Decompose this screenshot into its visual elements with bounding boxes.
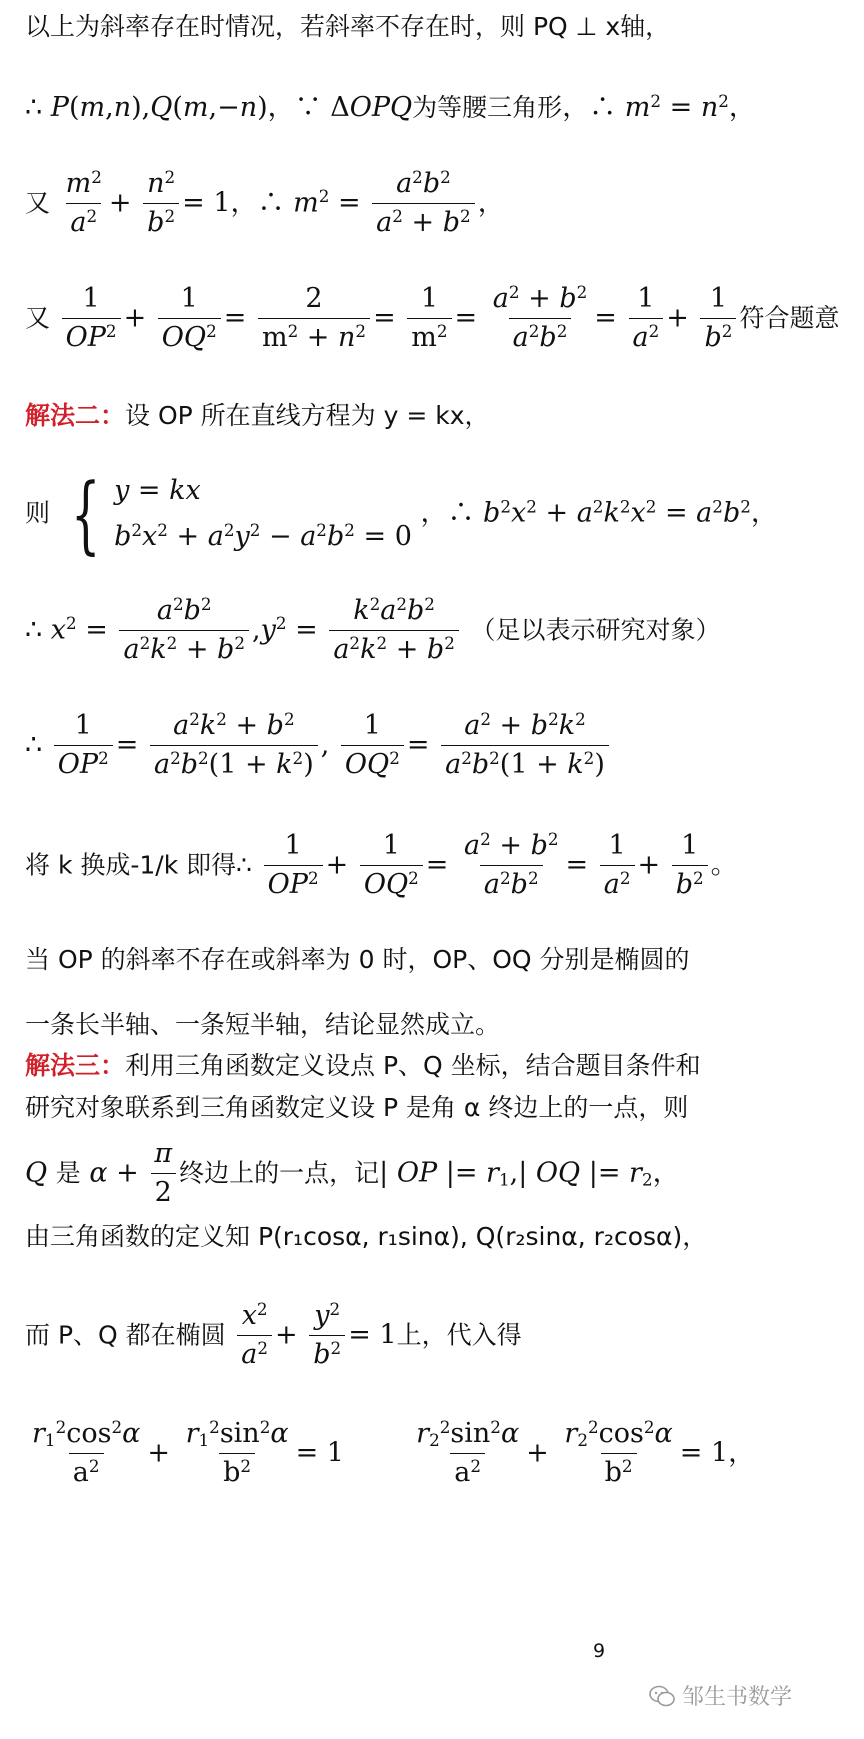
formula-line-4: 又 $\frac{1}{OP^2}$ + $\frac{1}{OQ^2}$ = $\frac{2}{m^2 + n^2}$ = $\frac{1}{m^2}$ = $\frac{a^2 + b^2}{a^2b^2}$ = $\frac{1}{a^2}$ + $\frac{1}{b^2}$ 符合题意: [25, 281, 840, 354]
formula-line-system: 则 { y = kx $b^2x^2 + a^2y^2 - a^2b^2 = 0$ ，∴ $b^2x^2 + a^2k^2x^2 = a^2b^2$，: [25, 465, 778, 563]
text-line-16: 由三角函数的定义知 P(r₁cosα, r₁sinα), Q(r₂sinα, r₂cosα)，: [25, 1222, 708, 1251]
formula-line-17: 而 P、Q 都在椭圆 $\frac{x^2}{a^2}$ + $\frac{y^2}{b^2}$ = 1上，代入得: [25, 1298, 522, 1371]
formula-line-7: ∴ $x^2$ = $\frac{a^2b^2}{a^2k^2 + b^2}$ $,y^2$ = $\frac{k^2a^2b^2}{a^2k^2 + b^2}$ （足以表示研究对象）: [25, 593, 721, 666]
substitution-text: 将 k 换成-1/k 即得∴: [25, 850, 253, 880]
solution-3-heading: [25, 1050, 701, 1082]
ellipse-suffix: 上，代入得: [396, 1320, 522, 1350]
formula-line-15: Q 是 α + $\frac{\pi}{2}$ 终边上的一点，记| OP |= $r_1,|$ OQ |= $r_2$，: [25, 1138, 680, 1209]
formula-line-3: 又 $\frac{m^2}{a^2}$ + $\frac{n^2}{b^2}$ = 1，∴ $m^2$ = $\frac{a^2b^2}{a^2 + b^2}$ ，: [25, 166, 505, 239]
watermark-text: 邹生书数学: [682, 1685, 793, 1710]
solution-3-label: 解法三：: [25, 1051, 126, 1080]
formula-line-2: ∴ P(m,n),Q(m,−n)，∵ ΔOPQ为等腰三角形，∴ $m^2 = n^2$，: [25, 90, 756, 123]
wechat-icon: [648, 1684, 676, 1708]
page-number: 9: [593, 1640, 606, 1662]
text-line-1: 以上为斜率存在时情况，若斜率不存在时，则 PQ ⊥ x轴，: [25, 12, 671, 41]
formula-line-8: ∴ $\frac{1}{OP^2}$ = $\frac{a^2k^2 + b^2}{a^2b^2(1 + k^2)}$ , $\frac{1}{OQ^2}$ = $\frac{a^2 + b^2k^2}{a^2b^2(1 + k^2)}$: [25, 710, 612, 782]
formula-line-18: $\frac{r_1^2\cos^2\alpha}{a^2}$ + $\frac{r_1^2\sin^2\alpha}{b^2}$ = 1 $\frac{r_2^2\sin^2\alpha}{a^2}$ + $\frac{r_2^2\cos^2\alpha}{b^2}$ = 1，: [32, 1416, 756, 1489]
solution-2-label: 解法二：: [25, 401, 126, 430]
text-line-11: 当 OP 的斜率不存在或斜率为 0 时，OP、OQ 分别是椭圆的: [25, 945, 690, 974]
text-line-14: 研究对象联系到三角函数定义设 P 是角 α 终边上的一点，则: [25, 1093, 689, 1122]
equation-system: { y = kx $b^2x^2 + a^2y^2 - a^2b^2 = 0$: [70, 465, 412, 563]
solution-2-intro: 设 OP 所在直线方程为 y = kx，: [125, 401, 490, 430]
ellipse-prefix: 而 P、Q 都在椭圆: [25, 1320, 226, 1350]
note-text: （足以表示研究对象）: [470, 615, 721, 645]
solution-3-intro: 利用三角函数定义设点 P、Q 坐标，结合题目条件和: [125, 1051, 701, 1080]
formula-line-9: 将 k 换成-1/k 即得∴ $\frac{1}{OP^2}$ + $\frac{1}{OQ^2}$ = $\frac{a^2 + b^2}{a^2b^2}$ = $\frac{1}{a^2}$ + $\frac{1}{b^2}$ 。: [25, 828, 738, 901]
watermark: [648, 1680, 792, 1711]
text-line-12: 一条长半轴、一条短半轴，结论显然成立。: [25, 1010, 501, 1039]
solution-2-heading: [25, 400, 490, 432]
